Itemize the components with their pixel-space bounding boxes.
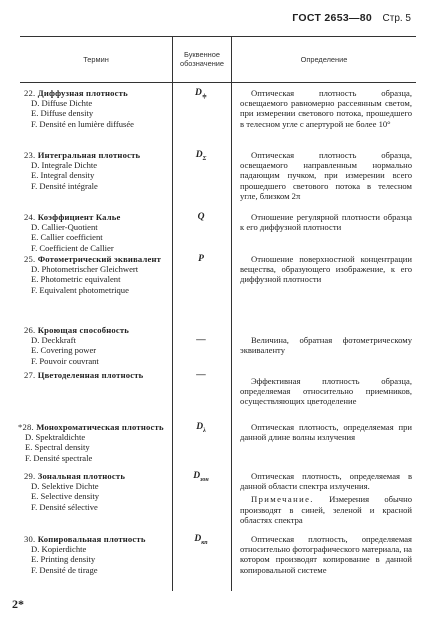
column-divider-2: [231, 36, 232, 591]
term-name-ru: 30. Копировальная плотность: [24, 534, 146, 544]
term-cell: [24, 534, 170, 575]
definition-note: Примечание. Измерения обычно производят в синей, зеленой и красной областях спектра: [240, 494, 412, 525]
term-translation: F. Equivalent photometrique: [31, 284, 129, 295]
term-translation: D. Integrale Dichte: [31, 160, 98, 171]
column-divider-1: [172, 36, 173, 591]
term-symbol: $D_{кп}$: [194, 534, 208, 546]
term-translation: E. Integral density: [31, 170, 95, 181]
term-symbol: —: [196, 335, 206, 345]
term-symbol: $D_≑$: [195, 88, 207, 100]
term-name-ru: 23. Интегральная плотность: [24, 150, 141, 160]
term-translation: E. Photometric equivalent: [31, 274, 121, 285]
term-definition: Оптическая плотность, определяемая относительно фотографического материала, на котором производят копирование в данной копировальной системе: [240, 534, 412, 575]
term-translation: F. Coefficient de Callier: [31, 242, 114, 253]
term-definition: Оптическая плотность образца, освещаемого равномерно рассеянным светом, при измерении светового потока, прошедшего в телесном угле с апертурой не более 10°: [240, 88, 412, 129]
term-translation: D. Spektraldichte: [25, 432, 86, 443]
term-name-ru: 27. Цветоделенная плотность: [24, 370, 144, 380]
term-translation: D. Deckkraft: [31, 335, 76, 346]
page-header: [292, 8, 411, 26]
term-translation: E. Diffuse density: [31, 108, 94, 119]
term-definition: Эффективная плотность образца, определяемая относительно приемников, осуществляющих цветоделение: [240, 376, 412, 407]
term-definition: Величина, обратная фотометрическому эквиваленту: [240, 335, 412, 356]
terms-table: [20, 36, 416, 591]
term-name-ru: *28. Монохроматическая плотность: [18, 422, 164, 432]
term-translation: D. Selektive Dichte: [31, 481, 99, 492]
term-symbol: —: [196, 370, 206, 380]
term-symbol: $D_\Sigma$: [195, 150, 207, 162]
column-header-symbol: Буквенное обозначение: [179, 50, 225, 68]
term-symbol: P: [198, 254, 204, 264]
column-header-term: Термин: [83, 54, 109, 64]
term-cell: [24, 471, 170, 512]
term-translation: E. Selective density: [31, 491, 100, 502]
term-translation: F. Densité spectrale: [25, 452, 93, 463]
term-translation: D. Kopierdichte: [31, 544, 87, 555]
term-cell: [18, 422, 164, 463]
term-translation: D. Callier-Quotient: [31, 222, 98, 233]
term-name-ru: 29. Зональная плотность: [24, 471, 126, 481]
standard-number: ГОСТ 2653—80: [292, 12, 373, 24]
page-number: Стр. 5: [382, 13, 411, 24]
term-translation: F. Densité de tirage: [31, 564, 98, 575]
term-name-ru: 22. Диффузная плотность: [24, 88, 128, 98]
term-symbol: $D_{зон}$: [193, 471, 209, 483]
term-symbol: Q: [197, 212, 205, 222]
term-translation: F. Densité sélective: [31, 501, 98, 512]
term-cell: [24, 212, 170, 253]
term-definition: Оптическая плотность образца, освещаемого направленным нормально падающим пучком, при измерении всего прошедшего светового потока в телесном угле, близком 2π: [240, 150, 412, 201]
term-translation: D. Diffuse Dichte: [31, 98, 93, 109]
term-translation: E. Spectral density: [25, 442, 90, 453]
term-translation: F. Densité en lumière diffusée: [31, 118, 134, 129]
signature-mark: 2*: [12, 597, 24, 611]
term-translation: E. Covering power: [31, 345, 97, 356]
term-translation: E. Callier coefficient: [31, 232, 103, 243]
term-cell: [24, 150, 170, 191]
term-definition: Отношение поверхностной концентрации вещества, образующего изображение, к его диффузной плотности: [240, 254, 412, 285]
term-cell: [24, 254, 170, 295]
term-definition: Оптическая плотность, определяемая в данной области спектра излучения. Примечание. Измерения обычно производят в синей, зеленой и красной областях спектра: [240, 471, 412, 525]
term-cell: [24, 325, 170, 366]
table-header-rule: [20, 82, 416, 83]
term-cell: [24, 88, 170, 129]
term-symbol: $D_\lambda$: [196, 422, 206, 434]
term-translation: E. Printing density: [31, 554, 96, 565]
term-name-ru: 24. Коэффициент Калье: [24, 212, 121, 222]
term-translation: F. Pouvoir couvrant: [31, 355, 99, 366]
term-translation: D. Photometrischer Gleichwert: [31, 264, 139, 275]
term-cell: [24, 370, 170, 380]
term-translation: F. Densité intégrale: [31, 180, 98, 191]
term-name-ru: 26. Кроющая способность: [24, 325, 130, 335]
term-definition: Оптическая плотность, определяемая при данной длине волны излучения: [240, 422, 412, 443]
term-definition: Отношение регулярной плотности образца к его диффузной плотности: [240, 212, 412, 233]
column-header-definition: Определение: [300, 54, 348, 64]
term-name-ru: 25. Фотометрический эквивалент: [24, 254, 162, 264]
